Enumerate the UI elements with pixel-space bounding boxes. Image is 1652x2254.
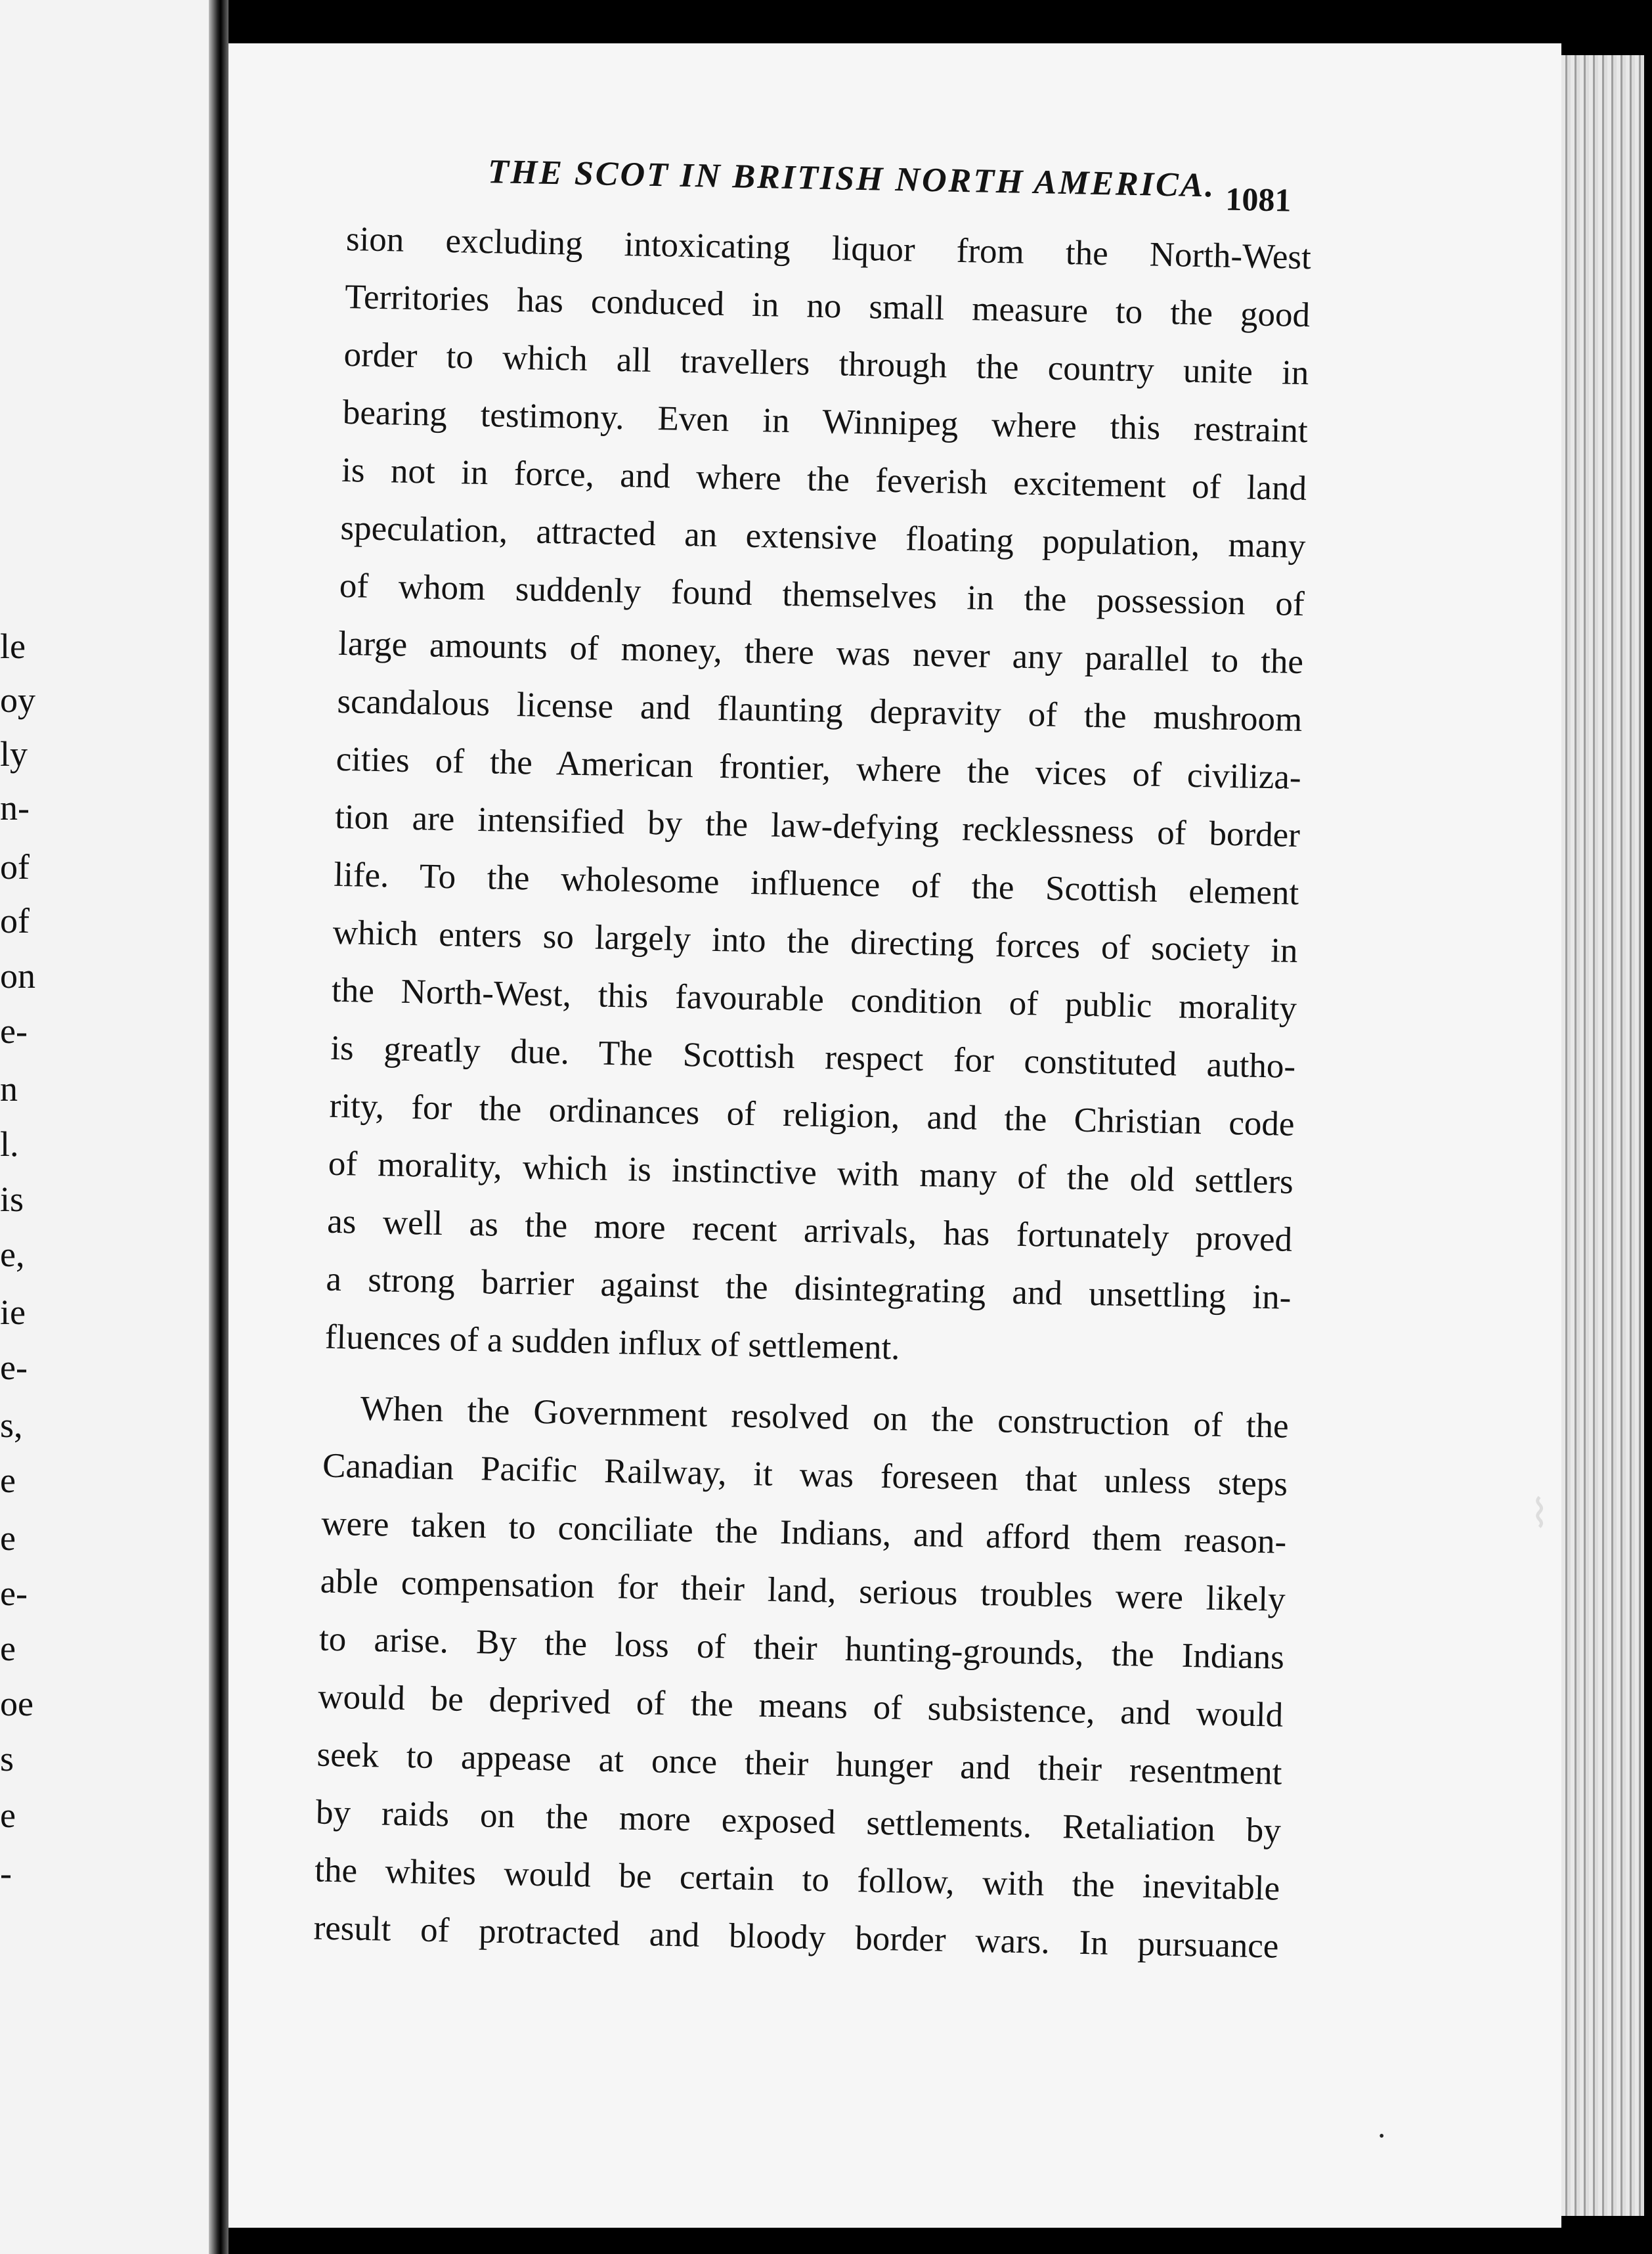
text-line: sion excluding intoxicating liquor from the North-West xyxy=(345,219,1312,277)
left-page-fragment: e xyxy=(0,1461,16,1500)
text-line: rity, for the ordinances of religion, and the Christian code xyxy=(329,1086,1295,1143)
left-page-fragment: ly xyxy=(0,734,28,774)
text-line: to arise. By the loss of their hunting-grounds, the Indians xyxy=(318,1620,1285,1677)
text-line: of morality, which is instinctive with many of the old settlers xyxy=(328,1144,1294,1201)
left-page-fragment: of xyxy=(0,901,30,940)
text-line: order to which all travellers through the country unite in xyxy=(343,335,1309,393)
left-page-fragment: le xyxy=(0,627,26,666)
book-gutter xyxy=(209,0,228,2254)
text-line: would be deprived of the means of subsistence, and would xyxy=(317,1677,1284,1735)
left-page-fragment: e xyxy=(0,1796,16,1835)
left-page-fragment: n- xyxy=(0,788,30,828)
text-line: life. To the wholesome influence of the Scottish element xyxy=(333,855,1299,913)
text-line: When the Government resolved on the construction of the xyxy=(360,1389,1290,1446)
text-line: large amounts of money, there was never any parallel to the xyxy=(337,624,1304,682)
page-clip-mark: ⌇ xyxy=(1530,1492,1550,1536)
left-page-fragment: is xyxy=(0,1180,24,1219)
left-page-fragment: on xyxy=(0,956,35,996)
text-line: by raids on the more exposed settlements. Retaliation by xyxy=(315,1793,1282,1850)
text-line: bearing testimony. Even in Winnipeg where this restraint xyxy=(342,393,1309,451)
text-line: of whom suddenly found themselves in the possession of xyxy=(339,566,1305,624)
left-page-fragment: e- xyxy=(0,1348,28,1387)
text-line: result of protracted and bloody border wars. In pursuance xyxy=(313,1909,1279,1966)
text-line: the North-West, this favourable condition of public morality xyxy=(331,971,1297,1028)
left-page-fragment: e xyxy=(0,1629,16,1668)
text-line: is greatly due. The Scottish respect for constituted autho- xyxy=(330,1028,1296,1086)
left-page-fragment: s xyxy=(0,1739,14,1779)
text-line: Canadian Pacific Railway, it was foreseen that unless steps xyxy=(322,1446,1288,1503)
text-line: cities of the American frontier, where the vices of civiliza- xyxy=(336,740,1302,797)
left-page-fragment: oy xyxy=(0,680,35,720)
text-line: is not in force, and where the feverish excitement of land xyxy=(341,451,1307,508)
text-line: speculation, attracted an extensive floating population, many xyxy=(340,508,1306,566)
text-line: a strong barrier against the disintegrating and unsettling in- xyxy=(326,1260,1292,1317)
left-page-fragment: oe xyxy=(0,1684,33,1723)
paragraph xyxy=(324,210,1312,1384)
text-line: were taken to conciliate the Indians, and afford them reason- xyxy=(320,1504,1287,1561)
page-text xyxy=(313,138,1313,1976)
previous-page-edge xyxy=(0,0,209,2254)
left-page-fragment: e xyxy=(0,1518,16,1558)
left-page-fragment: e- xyxy=(0,1574,28,1613)
paragraph xyxy=(313,1379,1290,1976)
text-line: which enters so largely into the directing forces of society in xyxy=(332,913,1299,970)
left-page-fragment: ie xyxy=(0,1293,26,1332)
left-page-fragment: e, xyxy=(0,1235,25,1274)
left-page-fragment: n xyxy=(0,1069,18,1109)
page-number: 1081 xyxy=(1225,180,1292,219)
text-line: the whites would be certain to follow, with the inevitable xyxy=(314,1851,1280,1908)
left-page-fragment: of xyxy=(0,847,30,887)
text-line: as well as the more recent arrivals, has fortunately proved xyxy=(326,1202,1293,1259)
left-page-fragment: s, xyxy=(0,1405,23,1445)
text-line: scandalous license and flaunting depravity of the mushroom xyxy=(336,682,1303,740)
left-page-fragment: - xyxy=(0,1853,12,1893)
text-line: able compensation for their land, serious troubles were likely xyxy=(320,1562,1286,1619)
left-page-fragment: l. xyxy=(0,1124,19,1164)
text-line: tion are intensified by the law-defying recklessness of border xyxy=(334,797,1301,855)
scan-speck: • xyxy=(1379,2128,1385,2145)
page-stack-edges xyxy=(1561,55,1644,2216)
running-title: THE SCOT IN BRITISH NORTH AMERICA. xyxy=(487,153,1216,205)
text-line: seek to appease at once their hunger and their resentment xyxy=(316,1735,1283,1792)
left-page-fragment: e- xyxy=(0,1011,28,1051)
text-line: fluences of a sudden influx of settlement. xyxy=(324,1317,901,1367)
text-line: Territories has conduced in no small measure to the good xyxy=(344,277,1311,335)
